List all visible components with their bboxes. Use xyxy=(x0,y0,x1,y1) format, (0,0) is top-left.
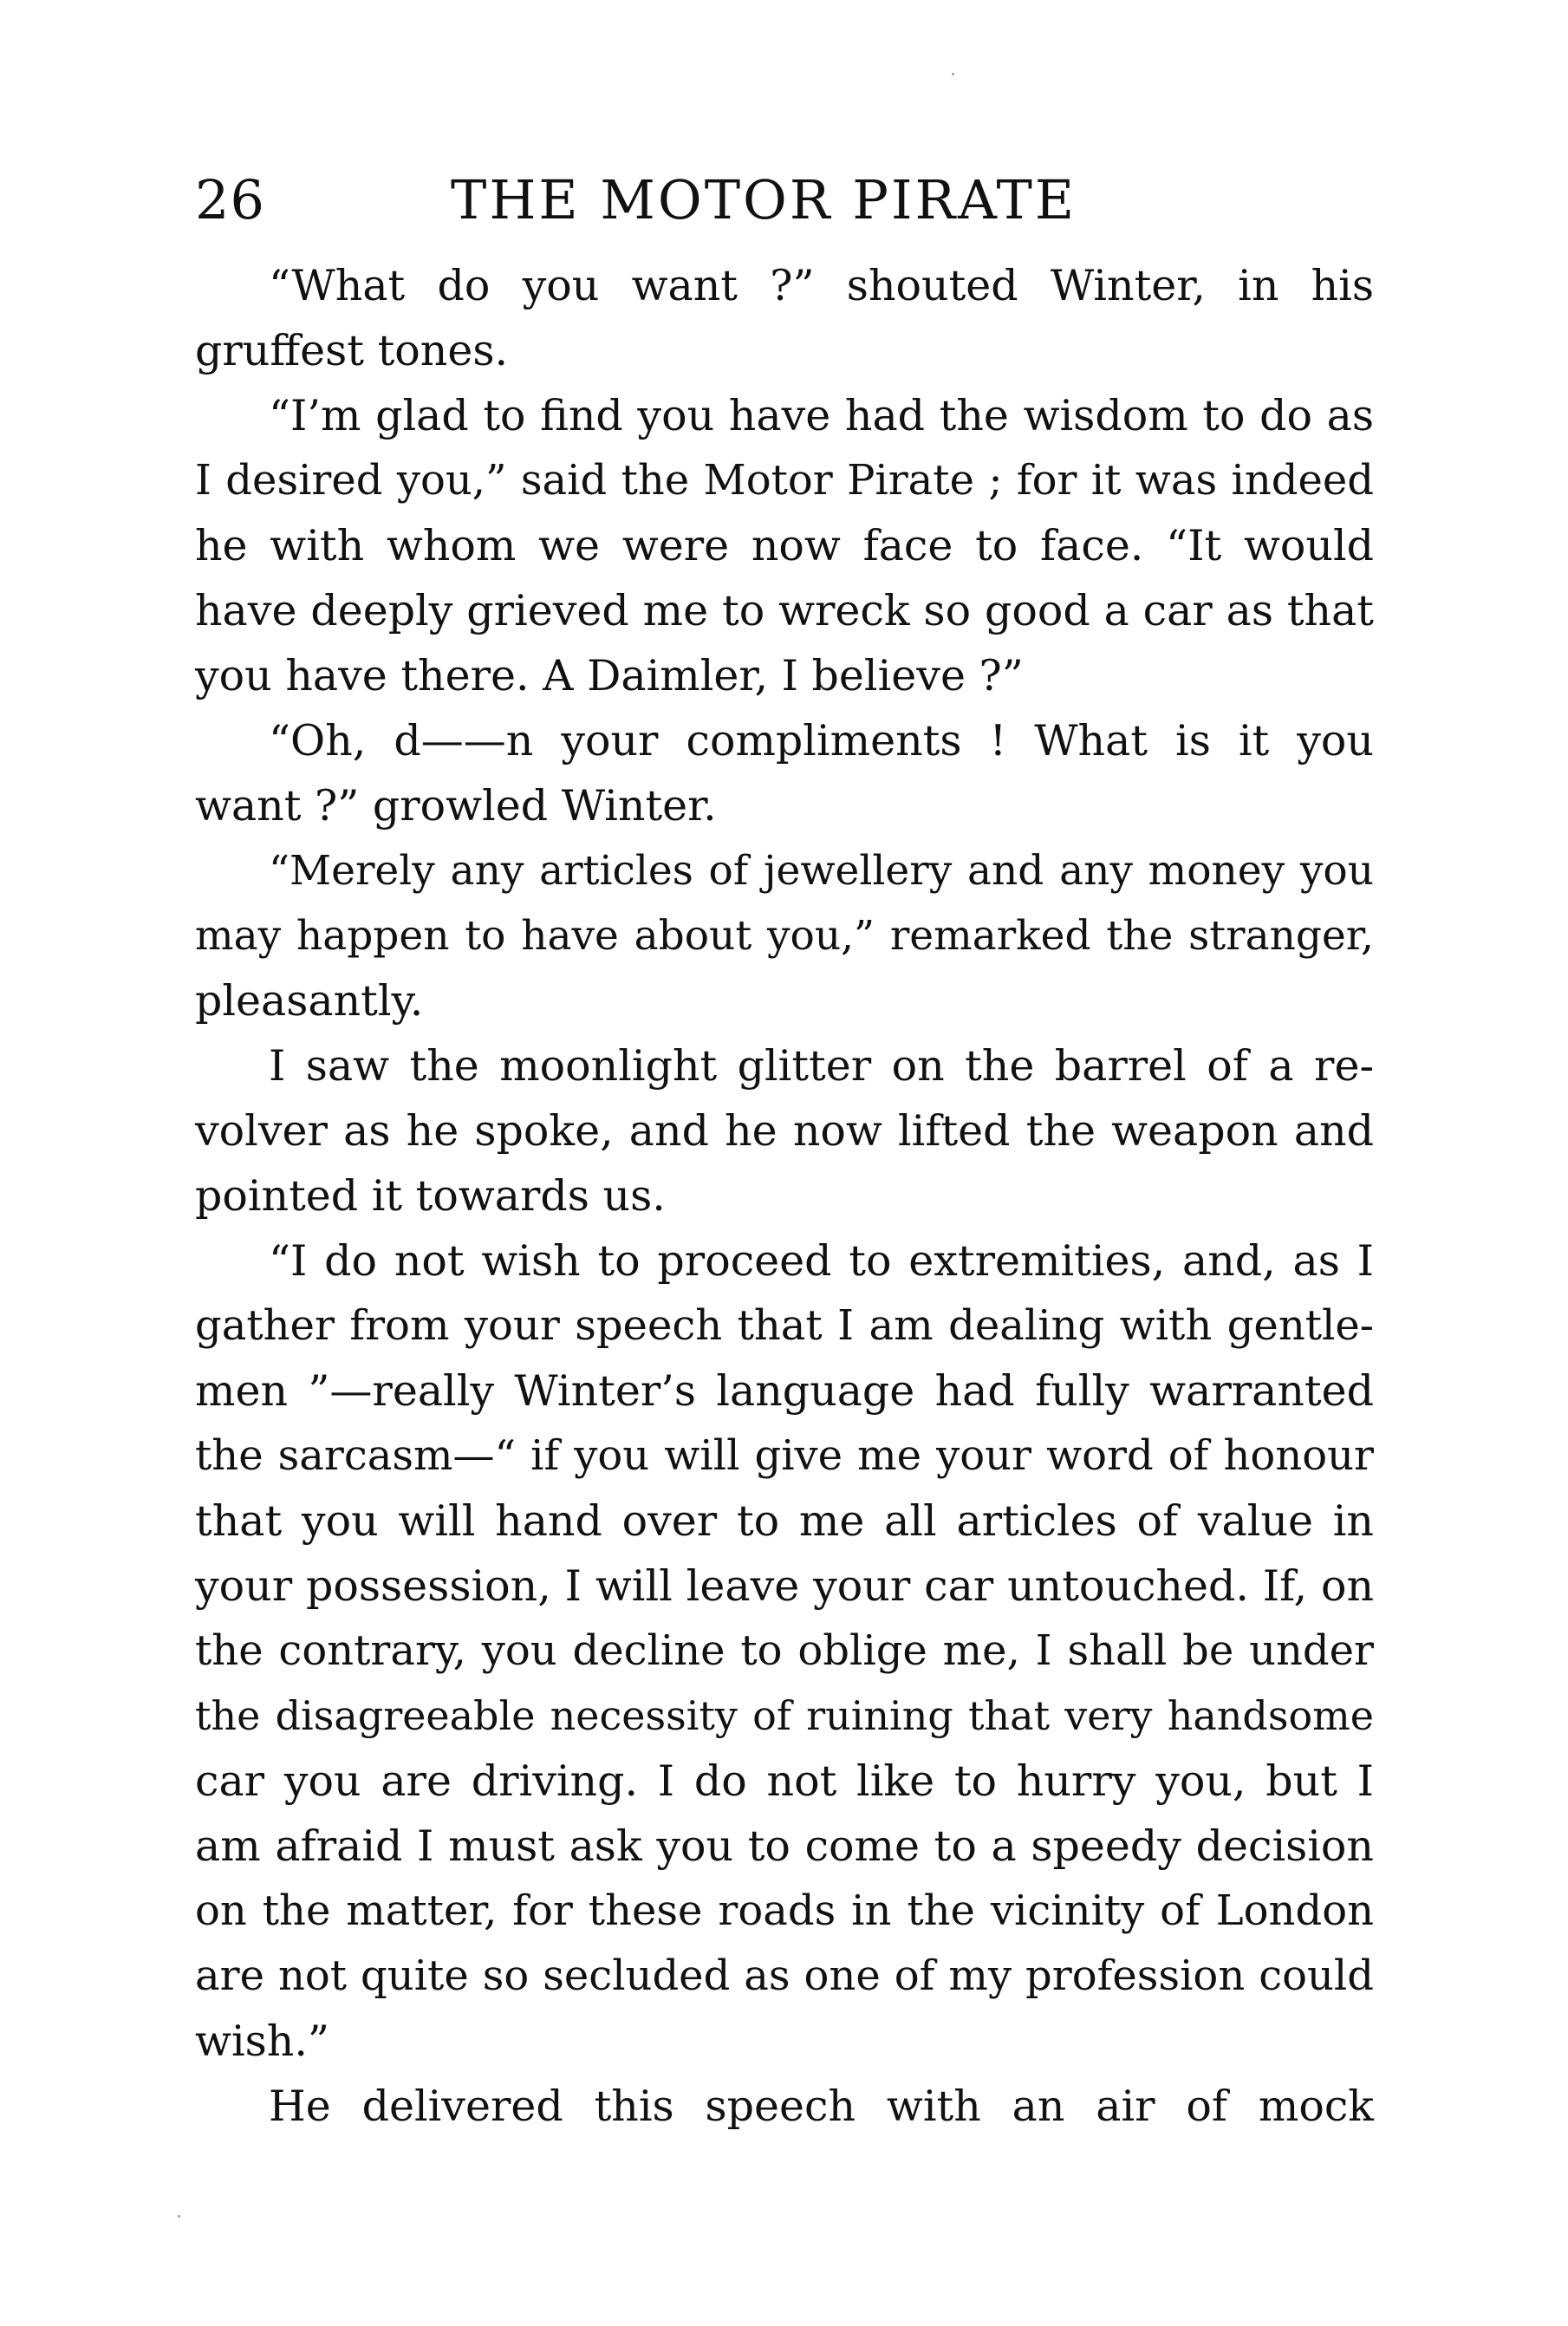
text-line: “I’m glad to find you have had the wisdom to do as xyxy=(269,391,1374,440)
text-line: have deeply grieved me to wreck so good a car as that xyxy=(195,586,1374,635)
text-line: “Merely any articles of jewellery and any money you xyxy=(269,847,1374,895)
text-line: gather from your speech that I am dealing with gentle- xyxy=(195,1301,1374,1350)
text-line: “What do you want ?” shouted Winter, in his xyxy=(269,261,1374,310)
text-line: am afraid I must ask you to come to a speedy decision xyxy=(195,1821,1374,1871)
text-line: I saw the moonlight glitter on the barrel of a re- xyxy=(269,1041,1374,1091)
running-head xyxy=(195,161,1374,239)
text-line: pleasantly. xyxy=(195,976,424,1026)
text-line: “I do not wish to proceed to extremities, and, as I xyxy=(269,1236,1374,1286)
text-line: car you are driving. I do not like to hurry you, but I xyxy=(195,1756,1374,1806)
text-line: volver as he spoke, and he now lifted the weapon and xyxy=(195,1106,1374,1156)
running-title: THE MOTOR PIRATE xyxy=(451,168,1077,231)
text-line: “Oh, d——n your compliments ! What is it you xyxy=(269,716,1374,766)
text-line: pointed it towards us. xyxy=(195,1171,666,1221)
text-line: may happen to have about you,” remarked the stranger, xyxy=(195,912,1374,960)
text-line: he with whom we were now face to face. “It would xyxy=(195,521,1374,570)
body-text xyxy=(195,253,1374,2139)
text-line: you have there. A Daimler, I believe ?” xyxy=(195,651,1024,700)
scan-speck xyxy=(952,73,954,75)
text-line: want ?” growled Winter. xyxy=(195,781,717,831)
page-number: 26 xyxy=(195,168,265,231)
text-line: wish.” xyxy=(195,2017,329,2066)
text-line: the contrary, you decline to oblige me, I shall be under xyxy=(195,1626,1374,1675)
text-line: I desired you,” said the Motor Pirate ; for it was indeed xyxy=(195,456,1374,505)
text-line: that you will hand over to me all articles of value in xyxy=(195,1496,1374,1546)
text-line: men ”—really Winter’s language had fully warranted xyxy=(195,1366,1374,1416)
text-line: on the matter, for these roads in the vicinity of London xyxy=(195,1886,1374,1935)
text-line: He delivered this speech with an air of mock xyxy=(269,2082,1374,2131)
scan-speck xyxy=(178,2215,180,2218)
text-line: the disagreeable necessity of ruining that very handsome xyxy=(195,1692,1374,1739)
text-line: the sarcasm—“ if you will give me your word of honour xyxy=(195,1431,1374,1480)
text-line: are not quite so secluded as one of my profession could xyxy=(195,1951,1374,2000)
text-line: your possession, I will leave your car untouched. If, on xyxy=(195,1561,1374,1611)
text-line: gruffest tones. xyxy=(195,326,509,375)
